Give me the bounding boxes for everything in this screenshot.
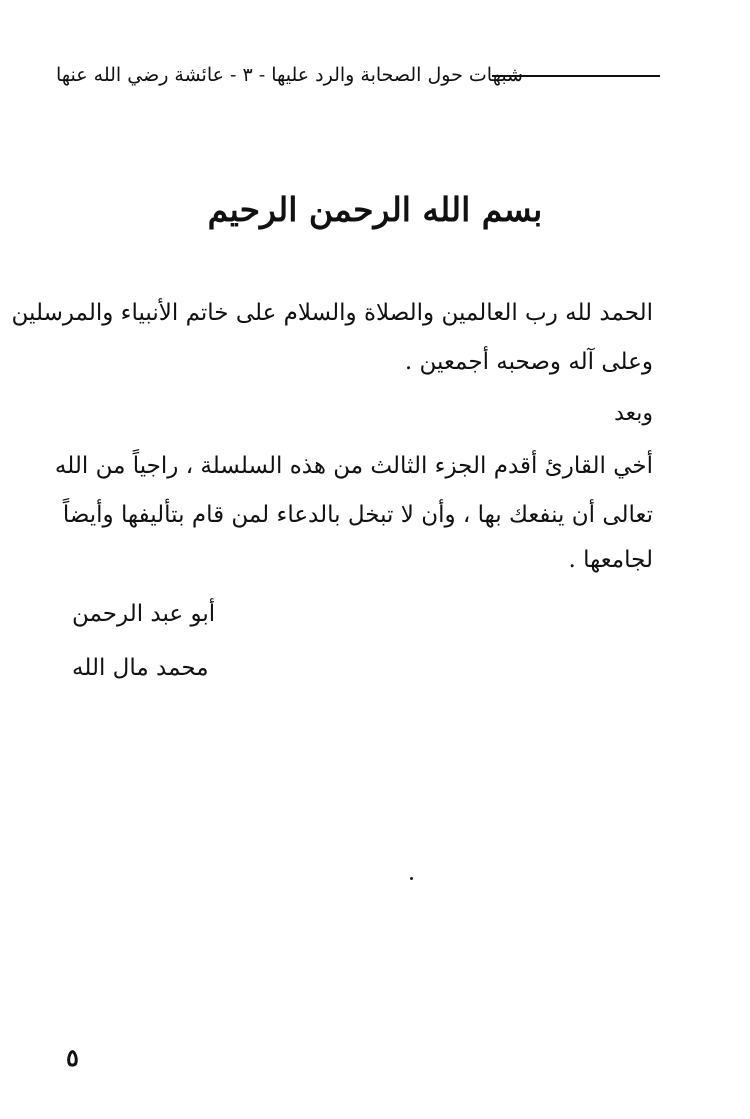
page-number: ٥: [66, 1043, 79, 1072]
signature-line-1: أبو عبد الرحمن: [72, 601, 216, 627]
body-line-3: وبعد: [614, 401, 653, 426]
scan-speck: [410, 877, 413, 880]
body-line-6: لجامعها .: [568, 547, 653, 573]
running-header-title: شبهات حول الصحابة والرد عليها - ٣ - عائشة رضي الله عنها: [56, 64, 523, 86]
basmala-heading: بسم الله الرحمن الرحيم: [207, 190, 543, 229]
running-header: [56, 62, 660, 92]
body-line-5: تعالى أن ينفعك بها ، وأن لا تبخل بالدعاء لمن قام بتأليفها وأيضاً: [62, 502, 653, 528]
signature-line-2: محمد مال الله: [72, 655, 209, 681]
body-line-1: الحمد لله رب العالمين والصلاة والسلام على خاتم الأنبياء والمرسلين: [11, 300, 653, 326]
body-line-2: وعلى آله وصحبه أجمعين .: [404, 349, 653, 375]
body-line-4: أخي القارئ أقدم الجزء الثالث من هذه السلسلة ، راجياً من الله: [54, 453, 653, 479]
